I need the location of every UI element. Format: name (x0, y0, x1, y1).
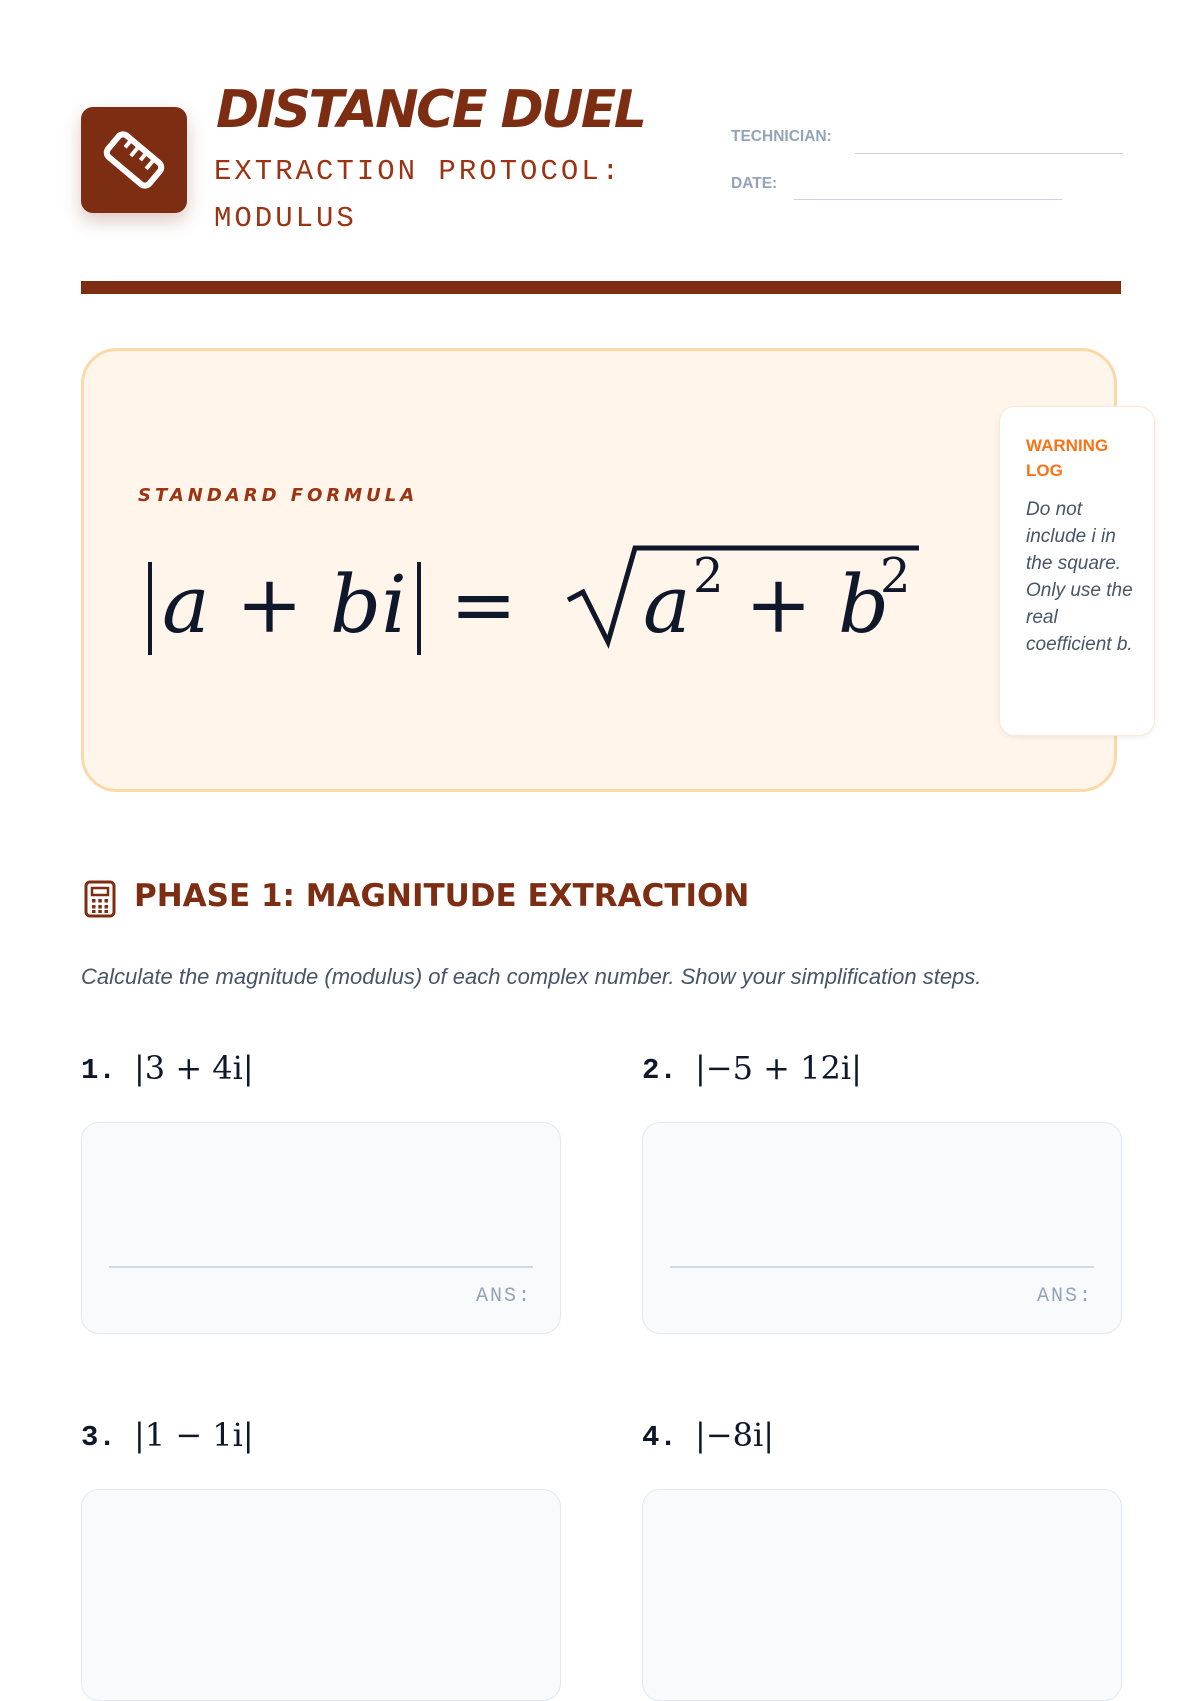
page-title: DISTANCE DUEL (216, 80, 645, 140)
answer-box[interactable] (81, 1489, 561, 1701)
modulus-formula (138, 540, 928, 670)
warning-title: WARNING LOG (1026, 436, 1109, 480)
answer-line (109, 1266, 533, 1268)
svg-text:=: = (450, 558, 518, 651)
svg-text:2: 2 (880, 548, 911, 604)
question-number: 3. (81, 1421, 116, 1454)
question-expression: |3 + 4i| (134, 1049, 254, 1087)
svg-text:a: a (643, 558, 691, 651)
ruler-icon (99, 125, 169, 195)
logo (81, 107, 187, 213)
answer-label: ANS: (1036, 1285, 1093, 1308)
question-number: 4. (642, 1421, 677, 1454)
technician-label: TECHNICIAN: (731, 128, 832, 145)
formula-label: STANDARD FORMULA (138, 485, 419, 506)
question-number: 2. (642, 1054, 677, 1087)
phase-instructions: Calculate the magnitude (modulus) of each complex number. Show your simplification steps. (81, 964, 982, 989)
question-expression: |−5 + 12i| (695, 1049, 862, 1087)
page-subtitle: EXTRACTION PROTOCOL: MODULUS (214, 155, 623, 235)
question-number: 1. (81, 1054, 116, 1087)
question-expression: |−8i| (695, 1416, 774, 1454)
technician-field[interactable] (855, 153, 1123, 154)
warning-log (999, 406, 1155, 736)
svg-text:bi: bi (330, 558, 407, 651)
warning-text: Do not include i in the square. Only use the real coefficient b. (1026, 499, 1133, 655)
svg-text:+: + (236, 558, 304, 651)
date-label: DATE: (731, 175, 778, 192)
svg-text:+: + (745, 558, 813, 651)
answer-label: ANS: (475, 1285, 532, 1308)
svg-text:2: 2 (693, 548, 724, 604)
date-field[interactable] (794, 199, 1062, 200)
svg-text:a: a (162, 558, 210, 651)
answer-box[interactable] (642, 1122, 1122, 1334)
answer-box[interactable] (642, 1489, 1122, 1701)
question-expression: |1 − 1i| (134, 1416, 254, 1454)
header-divider (81, 281, 1121, 294)
answer-line (670, 1266, 1094, 1268)
answer-box[interactable] (81, 1122, 561, 1334)
svg-text:b: b (838, 558, 890, 651)
calculator-icon (84, 880, 116, 918)
phase-title: PHASE 1: MAGNITUDE EXTRACTION (134, 878, 750, 914)
